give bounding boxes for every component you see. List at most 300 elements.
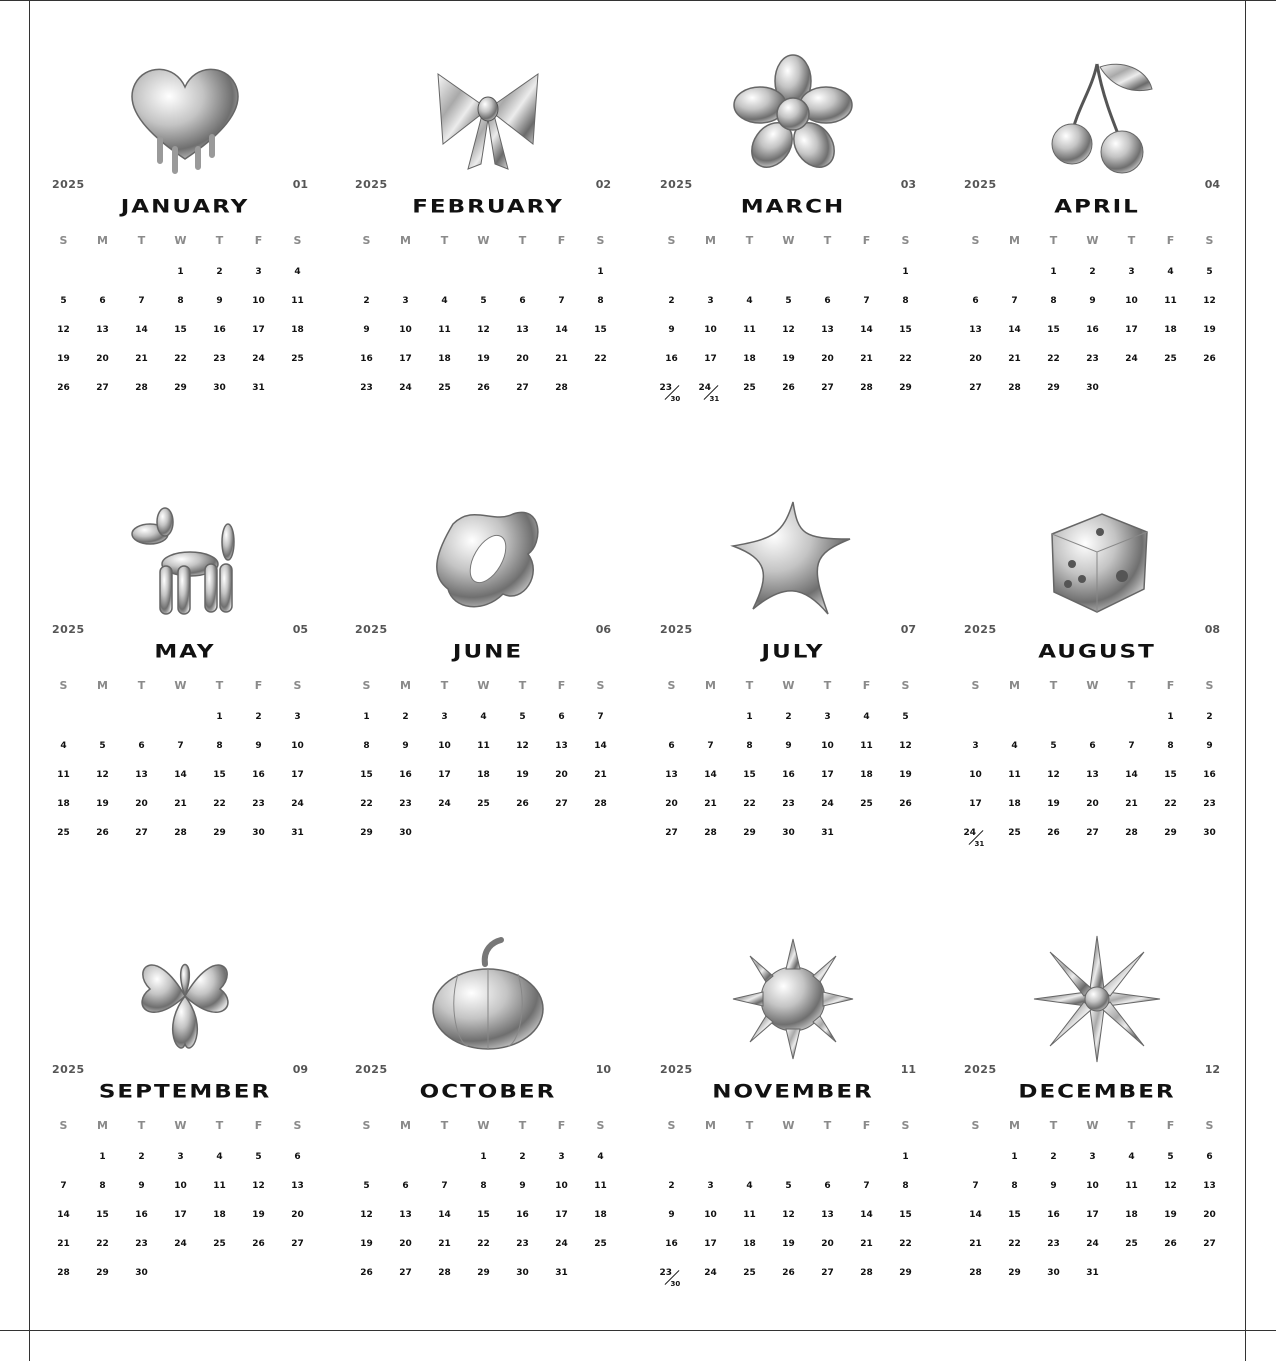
- week-row: [347, 1238, 620, 1267]
- day-cell: 27: [969, 383, 982, 393]
- day-cell: 25: [860, 799, 873, 809]
- day-cell: 18: [594, 1210, 607, 1220]
- day-cell: 20: [399, 1239, 412, 1249]
- week-row: [347, 769, 620, 798]
- day-cell: 6: [1206, 1152, 1213, 1162]
- week-row: [956, 827, 1229, 856]
- day-cell: 29: [1164, 828, 1177, 838]
- weekday-label: T: [823, 234, 832, 247]
- week-row: [956, 711, 1229, 740]
- day-cell: 27: [399, 1268, 412, 1278]
- weekday-label: T: [137, 1119, 146, 1132]
- day-cell: 4: [294, 267, 301, 277]
- weekday-label: W: [477, 679, 490, 692]
- day-cell: 25: [477, 799, 490, 809]
- weekday-label: M: [400, 1119, 411, 1132]
- day-cell: 12: [360, 1210, 373, 1220]
- day-cell: 22: [899, 354, 912, 364]
- day-cell: 6: [824, 296, 831, 306]
- day-cell: 28: [969, 1268, 982, 1278]
- day-cell: 30: [1086, 383, 1099, 393]
- month-july: [648, 475, 938, 895]
- day-cell: 23: [252, 799, 265, 809]
- day-cell: 29: [899, 383, 912, 393]
- month-number: 01: [292, 178, 308, 191]
- week-row: [652, 740, 925, 769]
- day-cell: [1112, 711, 1151, 740]
- day-cell: 27: [821, 1268, 834, 1278]
- day-cell: 13: [1203, 1181, 1216, 1191]
- day-cell: 21: [594, 770, 607, 780]
- day-cell: 30: [1203, 828, 1216, 838]
- day-cell: 29: [899, 1268, 912, 1278]
- day-cell: 26: [516, 799, 529, 809]
- day-cell: 16: [516, 1210, 529, 1220]
- day-cell: [83, 711, 122, 740]
- day-cell: 8: [1011, 1181, 1018, 1191]
- weekday-label: M: [400, 679, 411, 692]
- day-cell: 11: [438, 325, 451, 335]
- week-row: [956, 798, 1229, 827]
- day-cell: [730, 1151, 769, 1180]
- day-cell: 11: [1164, 296, 1177, 306]
- day-cell: 18: [743, 354, 756, 364]
- weekday-label: M: [1009, 234, 1020, 247]
- week-row: [44, 798, 317, 827]
- weekday-label: F: [254, 679, 263, 692]
- week-row: [652, 353, 925, 382]
- day-cell: 12: [1164, 1181, 1177, 1191]
- day-cell: 5: [99, 741, 106, 751]
- frame-line-top: [0, 0, 1276, 1]
- day-cell: 25: [291, 354, 304, 364]
- day-cell: 1: [902, 267, 909, 277]
- day-cell: 13: [821, 1210, 834, 1220]
- year-label: 2025: [964, 178, 997, 191]
- month-days: [347, 234, 620, 411]
- weekday-label: T: [215, 1119, 224, 1132]
- month-number: 10: [595, 1063, 611, 1076]
- week-row: [652, 1267, 925, 1296]
- day-cell: 29: [96, 1268, 109, 1278]
- day-cell: [239, 1267, 278, 1296]
- day-cell: 26: [360, 1268, 373, 1278]
- week-row: [347, 295, 620, 324]
- month-name: FEBRUARY: [412, 196, 564, 218]
- day-cell: 25: [594, 1239, 607, 1249]
- month-april: [952, 30, 1242, 450]
- day-cell: [691, 711, 730, 740]
- day-cell: [730, 266, 769, 295]
- week-row: [652, 1238, 925, 1267]
- day-cell: 8: [1050, 296, 1057, 306]
- week-row: [44, 711, 317, 740]
- balloon-dog-icon: [100, 493, 270, 625]
- week-row: [652, 295, 925, 324]
- weekday-label: W: [477, 234, 490, 247]
- day-cell: [691, 382, 730, 411]
- day-cell: 28: [704, 828, 717, 838]
- month-number: 09: [292, 1063, 308, 1076]
- day-cell: 8: [597, 296, 604, 306]
- week-row: [347, 798, 620, 827]
- day-cell: 10: [821, 741, 834, 751]
- week-row: [956, 1180, 1229, 1209]
- day-cell: 24: [174, 1239, 187, 1249]
- weekday-header: [652, 234, 925, 266]
- day-cell: 11: [743, 325, 756, 335]
- month-days: [347, 679, 620, 856]
- month-january: [40, 30, 330, 450]
- week-row: [347, 266, 620, 295]
- day-cell: 8: [363, 741, 370, 751]
- day-cell: [122, 266, 161, 295]
- weekday-label: F: [1166, 1119, 1175, 1132]
- week-row: [44, 1238, 317, 1267]
- day-cell: 7: [1128, 741, 1135, 751]
- day-cell: [44, 711, 83, 740]
- day-cell: 31: [1086, 1268, 1099, 1278]
- day-cell: [278, 382, 317, 411]
- day-cell: [200, 1267, 239, 1296]
- day-cell: 3: [1089, 1152, 1096, 1162]
- day-cell: 3: [972, 741, 979, 751]
- weekday-label: S: [667, 679, 676, 692]
- week-row: [956, 1209, 1229, 1238]
- day-cell: 17: [1125, 325, 1138, 335]
- weekday-label: T: [1049, 1119, 1058, 1132]
- day-cell: 28: [135, 383, 148, 393]
- day-cell: 23: [782, 799, 795, 809]
- day-cell: 15: [743, 770, 756, 780]
- day-cell: 19: [899, 770, 912, 780]
- day-cell: 5: [60, 296, 67, 306]
- cherry-icon: [1012, 48, 1182, 180]
- weekday-label: S: [1205, 679, 1214, 692]
- day-cell: [122, 711, 161, 740]
- month-number: 02: [595, 178, 611, 191]
- day-cell: 27: [665, 828, 678, 838]
- day-cell: 30: [213, 383, 226, 393]
- weekday-label: M: [1009, 679, 1020, 692]
- weekday-label: T: [518, 679, 527, 692]
- day-cell: 14: [555, 325, 568, 335]
- day-cell: 10: [555, 1181, 568, 1191]
- day-cell: 2: [668, 1181, 675, 1191]
- day-cell: 12: [1047, 770, 1060, 780]
- day-cell: 21: [860, 354, 873, 364]
- weekday-header: [347, 234, 620, 266]
- day-cell: 2: [363, 296, 370, 306]
- day-cell: [691, 1151, 730, 1180]
- weekday-label: F: [254, 234, 263, 247]
- day-cell: 15: [899, 1210, 912, 1220]
- day-cell: 19: [360, 1239, 373, 1249]
- split-day: 24 31: [963, 828, 985, 848]
- day-cell: 1: [1050, 267, 1057, 277]
- weekday-label: S: [901, 679, 910, 692]
- day-cell: 24: [1125, 354, 1138, 364]
- month-days: [956, 1119, 1229, 1296]
- weekday-label: S: [293, 234, 302, 247]
- weekday-label: T: [518, 234, 527, 247]
- day-cell: [1034, 711, 1073, 740]
- day-cell: [995, 266, 1034, 295]
- day-cell: [161, 1267, 200, 1296]
- day-cell: 11: [1008, 770, 1021, 780]
- day-cell: 2: [668, 296, 675, 306]
- day-cell: 14: [860, 325, 873, 335]
- day-cell: [886, 827, 925, 856]
- day-cell: 1: [480, 1152, 487, 1162]
- month-name: JULY: [761, 641, 825, 663]
- day-cell: 27: [291, 1239, 304, 1249]
- month-number: 06: [595, 623, 611, 636]
- day-cell: 13: [135, 770, 148, 780]
- day-cell: 1: [1011, 1152, 1018, 1162]
- weekday-label: S: [901, 234, 910, 247]
- day-cell: 15: [594, 325, 607, 335]
- weekday-label: T: [137, 234, 146, 247]
- day-cell: 27: [96, 383, 109, 393]
- weekday-label: T: [518, 1119, 527, 1132]
- day-cell: 4: [1167, 267, 1174, 277]
- day-cell: 10: [174, 1181, 187, 1191]
- day-cell: 21: [135, 354, 148, 364]
- day-cell: 26: [1164, 1239, 1177, 1249]
- weekday-label: M: [400, 234, 411, 247]
- day-cell: 28: [555, 383, 568, 393]
- weekday-header: [44, 234, 317, 266]
- week-row: [44, 769, 317, 798]
- day-cell: 11: [291, 296, 304, 306]
- day-cell: 20: [969, 354, 982, 364]
- day-cell: 13: [821, 325, 834, 335]
- day-cell: 14: [438, 1210, 451, 1220]
- weekday-label: S: [971, 679, 980, 692]
- weekday-label: F: [862, 679, 871, 692]
- day-cell: 12: [782, 325, 795, 335]
- weekday-label: W: [782, 234, 795, 247]
- day-cell: 13: [1086, 770, 1099, 780]
- day-cell: 14: [1125, 770, 1138, 780]
- day-cell: 12: [899, 741, 912, 751]
- month-number: 03: [900, 178, 916, 191]
- day-cell: 26: [1203, 354, 1216, 364]
- day-cell: 26: [1047, 828, 1060, 838]
- year-label: 2025: [355, 623, 388, 636]
- day-cell: 7: [1011, 296, 1018, 306]
- day-cell: 9: [1089, 296, 1096, 306]
- day-cell: 17: [174, 1210, 187, 1220]
- day-cell: 21: [555, 354, 568, 364]
- week-row: [347, 353, 620, 382]
- week-row: [956, 295, 1229, 324]
- day-cell: 13: [516, 325, 529, 335]
- day-cell: 16: [360, 354, 373, 364]
- day-cell: 27: [555, 799, 568, 809]
- month-meta: [964, 1063, 1220, 1077]
- weekday-label: T: [215, 679, 224, 692]
- day-cell: 22: [96, 1239, 109, 1249]
- day-cell: 20: [135, 799, 148, 809]
- day-cell: 12: [516, 741, 529, 751]
- weekday-label: S: [362, 234, 371, 247]
- year-label: 2025: [660, 623, 693, 636]
- month-meta: [52, 623, 308, 637]
- day-cell: [1190, 1267, 1229, 1296]
- day-cell: 10: [704, 325, 717, 335]
- day-cell: [956, 1151, 995, 1180]
- day-cell: 9: [785, 741, 792, 751]
- day-cell: 7: [863, 1181, 870, 1191]
- day-cell: 5: [255, 1152, 262, 1162]
- day-cell: 1: [177, 267, 184, 277]
- day-cell: 18: [438, 354, 451, 364]
- day-cell: 11: [477, 741, 490, 751]
- month-days: [956, 679, 1229, 856]
- week-row: [44, 740, 317, 769]
- day-cell: 8: [99, 1181, 106, 1191]
- day-cell: 22: [174, 354, 187, 364]
- day-cell: 7: [177, 741, 184, 751]
- day-cell: 13: [96, 325, 109, 335]
- day-cell: 20: [1086, 799, 1099, 809]
- day-cell: 29: [174, 383, 187, 393]
- day-cell: [652, 1151, 691, 1180]
- week-row: [44, 1180, 317, 1209]
- month-days: [44, 679, 317, 856]
- year-label: 2025: [52, 623, 85, 636]
- day-cell: 5: [1167, 1152, 1174, 1162]
- day-cell: 30: [399, 828, 412, 838]
- day-cell: 1: [216, 712, 223, 722]
- day-cell: 24: [704, 1268, 717, 1278]
- day-cell: [769, 266, 808, 295]
- weekday-label: T: [745, 679, 754, 692]
- day-cell: 8: [177, 296, 184, 306]
- month-name: JANUARY: [120, 196, 250, 218]
- star-icon: [708, 493, 878, 625]
- weekday-label: F: [1166, 234, 1175, 247]
- week-row: [44, 382, 317, 411]
- day-cell: 2: [1206, 712, 1213, 722]
- day-cell: 11: [57, 770, 70, 780]
- day-cell: 25: [1164, 354, 1177, 364]
- day-cell: 8: [902, 296, 909, 306]
- day-cell: 15: [360, 770, 373, 780]
- day-cell: 28: [57, 1268, 70, 1278]
- weekday-header: [956, 679, 1229, 711]
- day-cell: [542, 827, 581, 856]
- day-cell: 30: [252, 828, 265, 838]
- day-cell: [1112, 1267, 1151, 1296]
- weekday-label: F: [557, 679, 566, 692]
- year-label: 2025: [52, 1063, 85, 1076]
- day-cell: [161, 711, 200, 740]
- day-cell: 6: [668, 741, 675, 751]
- week-row: [347, 711, 620, 740]
- day-cell: 23: [516, 1239, 529, 1249]
- day-cell: 12: [782, 1210, 795, 1220]
- day-cell: 19: [57, 354, 70, 364]
- month-june: [343, 475, 633, 895]
- day-cell: 9: [668, 325, 675, 335]
- day-cell: [1151, 1267, 1190, 1296]
- day-cell: [386, 1151, 425, 1180]
- weekday-label: S: [596, 1119, 605, 1132]
- day-cell: 26: [899, 799, 912, 809]
- day-cell: 15: [1008, 1210, 1021, 1220]
- day-cell: 13: [555, 741, 568, 751]
- day-cell: [425, 1151, 464, 1180]
- day-cell: 2: [1050, 1152, 1057, 1162]
- day-cell: 24: [438, 799, 451, 809]
- day-cell: [808, 1151, 847, 1180]
- day-cell: 17: [291, 770, 304, 780]
- day-cell: 2: [138, 1152, 145, 1162]
- day-cell: 16: [252, 770, 265, 780]
- weekday-label: T: [1127, 234, 1136, 247]
- day-cell: 16: [665, 1239, 678, 1249]
- day-cell: 8: [480, 1181, 487, 1191]
- month-name: MAY: [154, 641, 216, 663]
- day-cell: 10: [969, 770, 982, 780]
- month-number: 05: [292, 623, 308, 636]
- week-row: [652, 266, 925, 295]
- day-cell: [956, 827, 995, 856]
- weekday-label: W: [782, 679, 795, 692]
- day-cell: 1: [902, 1152, 909, 1162]
- year-label: 2025: [964, 1063, 997, 1076]
- day-cell: 5: [363, 1181, 370, 1191]
- weekday-label: F: [254, 1119, 263, 1132]
- month-number: 04: [1204, 178, 1220, 191]
- week-row: [652, 324, 925, 353]
- day-cell: 28: [1125, 828, 1138, 838]
- day-cell: [956, 711, 995, 740]
- day-cell: 27: [1203, 1239, 1216, 1249]
- frame-line-right: [1245, 0, 1246, 1361]
- day-cell: 10: [1125, 296, 1138, 306]
- day-cell: 4: [216, 1152, 223, 1162]
- day-cell: 24: [291, 799, 304, 809]
- day-cell: 1: [597, 267, 604, 277]
- weekday-label: S: [667, 234, 676, 247]
- month-meta: [355, 1063, 611, 1077]
- blob-icon: [403, 493, 573, 625]
- day-cell: [808, 266, 847, 295]
- week-row: [956, 382, 1229, 411]
- day-cell: 19: [1047, 799, 1060, 809]
- day-cell: 11: [594, 1181, 607, 1191]
- day-cell: 2: [519, 1152, 526, 1162]
- day-cell: 7: [863, 296, 870, 306]
- month-name: AUGUST: [1038, 641, 1156, 663]
- day-cell: 2: [216, 267, 223, 277]
- day-cell: 3: [441, 712, 448, 722]
- weekday-label: S: [293, 1119, 302, 1132]
- day-cell: [652, 1267, 691, 1296]
- week-row: [44, 1267, 317, 1296]
- day-cell: 3: [707, 1181, 714, 1191]
- day-cell: [652, 266, 691, 295]
- day-cell: 5: [785, 296, 792, 306]
- weekday-label: S: [596, 679, 605, 692]
- day-cell: 26: [96, 828, 109, 838]
- weekday-label: F: [862, 1119, 871, 1132]
- weekday-label: S: [1205, 234, 1214, 247]
